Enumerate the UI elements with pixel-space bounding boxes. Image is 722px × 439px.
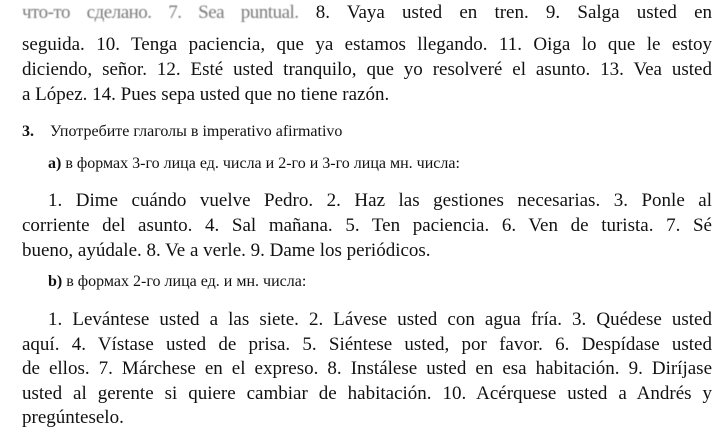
faded-text: что-то сделано. 7. Sea puntual. — [22, 2, 299, 23]
paragraph-line: diciendo, señor. 12. Esté usted tranquilo, que yo resolveré el asunto. 13. Vea usted — [22, 59, 712, 80]
part-label: а) — [48, 155, 62, 172]
part-b-line: aquí. 4. Vístase usted de prisa. 5. Siéntese usted, por favor. 6. Despídase usted — [22, 334, 712, 355]
part-a-line: 1. Dime cuándo vuelve Pedro. 2. Haz las gestiones necesarias. 3. Ponle al — [48, 190, 712, 211]
instruction-text: в формах 3-го лица ед. числа и 2-го и 3-го лица мн. числа: — [65, 155, 460, 172]
instruction-text: в формах 2-го лица ед. и мн. числа: — [66, 273, 307, 290]
exercise-number: 3. — [22, 123, 34, 140]
part-a-instruction — [48, 154, 708, 174]
exercise-heading — [22, 122, 712, 142]
part-label: b) — [48, 273, 63, 290]
exercise-title: Употребите глаголы в imperativo afirmativo — [50, 123, 343, 140]
part-a-line: corriente del asunto. 4. Sal mañana. 5. Ten paciencia. 6. Ven de turista. 7. Sé — [22, 215, 712, 236]
paragraph-line: seguida. 10. Tenga paciencia, que ya estamos llegando. 11. Oiga lo que le estoy — [22, 34, 712, 55]
part-b-line: pregúnteselo. — [22, 407, 124, 428]
paragraph-text: 8. Vaya usted en tren. 9. Salga usted en — [298, 2, 712, 23]
part-a-line: bueno, ayúdale. 8. Ve a verle. 9. Dame los periódicos. — [22, 240, 431, 261]
paragraph-line: a López. 14. Pues sepa usted que no tiene razón. — [22, 84, 390, 105]
part-b-line: 1. Levántese usted a las siete. 2. Lávese usted con agua fría. 3. Quédese usted — [48, 309, 712, 330]
part-b-instruction — [48, 272, 708, 292]
paragraph-line — [22, 2, 712, 24]
part-b-line: usted al gerente si quiere cambiar de habitación. 10. Acérquese usted a Andrés y — [22, 383, 712, 404]
part-b-line: de ellos. 7. Márchese en el expreso. 8. Instálese usted en esa habitación. 9. Diríjase — [22, 358, 712, 379]
